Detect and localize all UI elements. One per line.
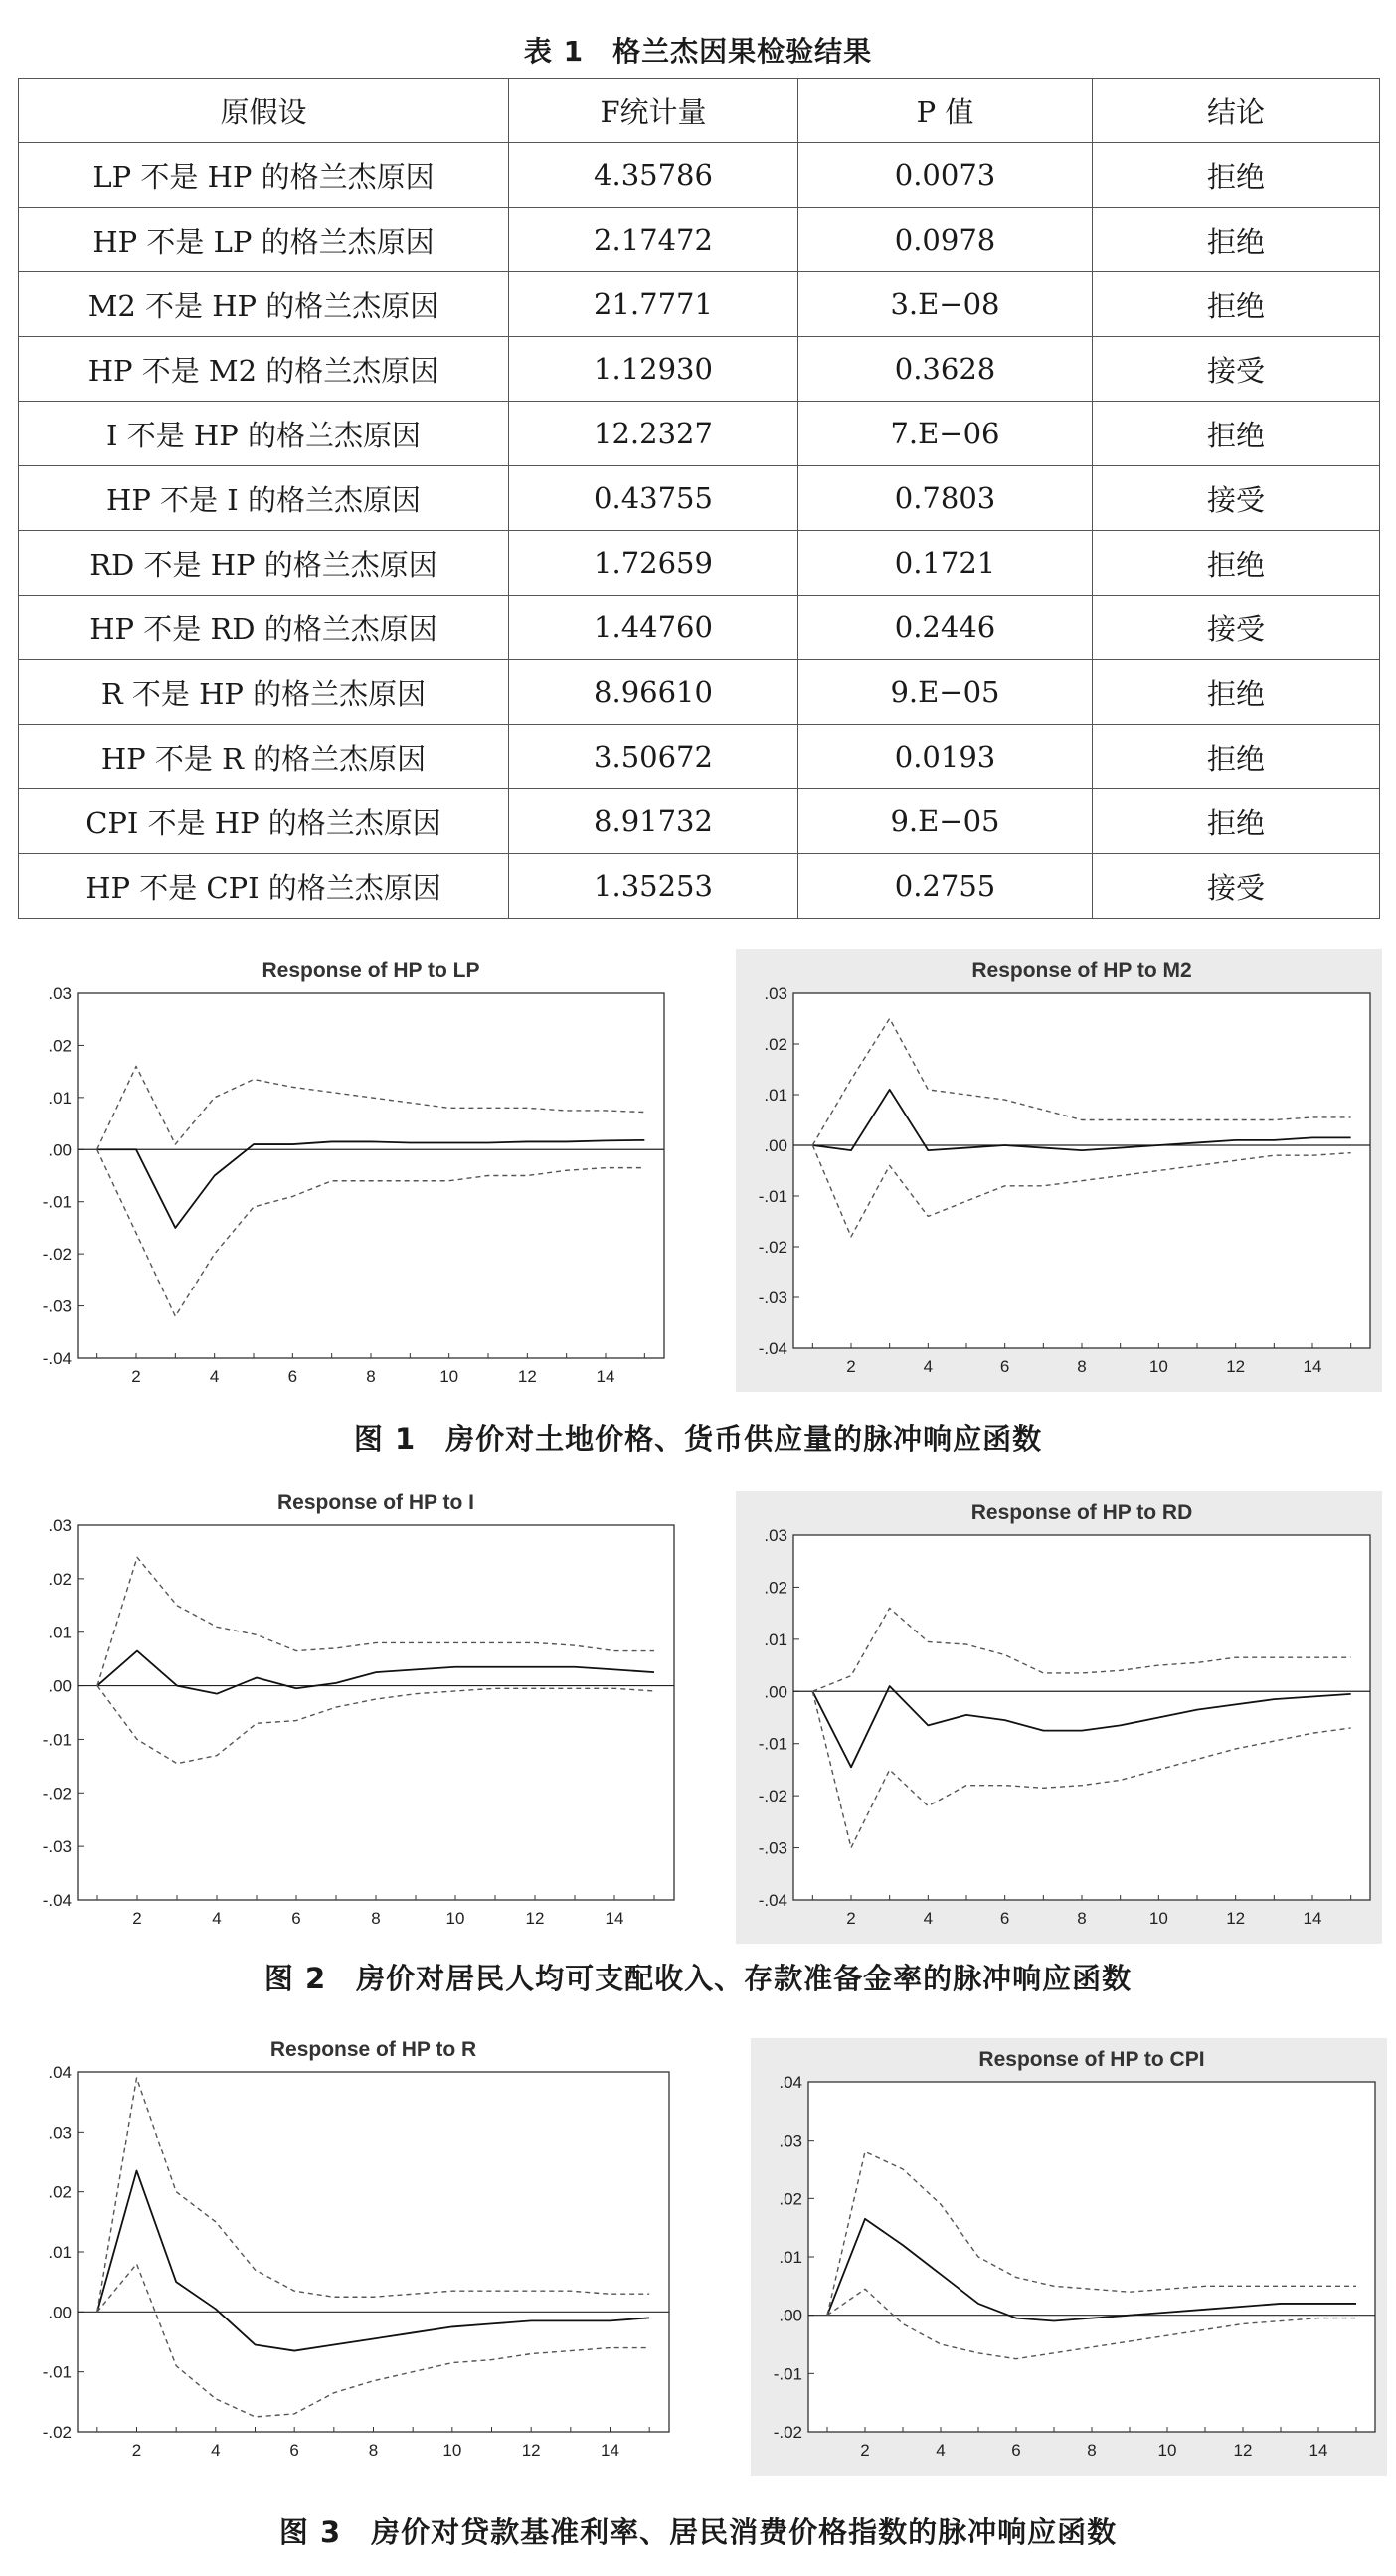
chart-response-hp-to-rd [736,1491,1382,1944]
x-tick-label: 8 [1077,1909,1087,1928]
table-body [19,143,1380,919]
conclusion-cell: 接受 [1093,854,1380,919]
conclusion-cell: 拒绝 [1093,531,1380,596]
y-tick-label: .02 [48,1036,72,1056]
table-row [19,272,1380,337]
y-tick-label: -.04 [42,1891,72,1910]
plot-frame [808,2082,1375,2432]
hypothesis-cell: CPI 不是 HP 的格兰杰原因 [19,789,509,854]
chart-response-hp-to-cpi [751,2038,1387,2476]
x-tick-label: 4 [936,2441,946,2460]
chart-svg [736,949,1382,1392]
x-tick-label: 4 [212,1909,222,1928]
chart-response-hp-to-i [20,1481,686,1944]
x-tick-label: 10 [1148,1357,1168,1376]
f-statistic-cell: 3.50672 [509,725,798,789]
y-tick-label: .03 [48,1516,72,1535]
y-tick-label: .03 [48,984,72,1003]
y-tick-label: -.04 [758,1339,787,1358]
p-value-cell: 0.2446 [798,596,1093,660]
chart-svg [20,1481,686,1944]
table-row [19,208,1380,272]
chart-svg [20,2028,681,2476]
y-tick-label: .02 [764,1578,787,1598]
table-row [19,789,1380,854]
chart-title: Response of HP to R [269,2038,477,2061]
y-tick-label: .03 [764,984,787,1003]
chart-title: Response of HP to M2 [971,959,1192,982]
y-tick-label: -.01 [42,2362,72,2382]
hypothesis-cell: M2 不是 HP 的格兰杰原因 [19,272,509,337]
f-statistic-cell: 2.17472 [509,208,798,272]
figure-2-caption: 图 2 房价对居民人均可支配收入、存款准备金率的脉冲响应函数 [263,1962,1133,1995]
y-tick-label: -.02 [42,1784,72,1803]
y-tick-label: .03 [764,1526,787,1545]
x-tick-label: 4 [211,2441,221,2460]
x-tick-label: 8 [366,1367,376,1386]
x-tick-label: 8 [371,1909,381,1928]
plot-frame [793,993,1370,1348]
x-tick-label: 10 [1148,1909,1168,1928]
chart-title: Response of HP to I [277,1491,474,1514]
y-tick-label: .00 [48,1140,72,1160]
y-tick-label: .00 [48,1676,72,1696]
y-tick-label: -.03 [758,1838,787,1858]
table-title: 表 1 格兰杰因果检验结果 [523,35,873,68]
y-tick-label: -.01 [42,1730,72,1750]
chart-response-hp-to-lp [20,949,676,1402]
x-tick-label: 12 [521,2441,541,2460]
y-tick-label: .04 [48,2063,72,2082]
chart-title: Response of HP to CPI [978,2048,1205,2071]
x-tick-label: 6 [287,1367,298,1386]
table-header-row [19,79,1380,143]
plot-frame [78,1525,674,1900]
x-tick-label: 2 [132,1909,142,1928]
x-tick-label: 2 [846,1909,856,1928]
x-tick-label: 14 [601,2441,619,2460]
f-statistic-cell: 8.91732 [509,789,798,854]
figure-3-caption: 图 3 房价对贷款基准利率、居民消费价格指数的脉冲响应函数 [278,2515,1118,2549]
table-row [19,531,1380,596]
x-tick-label: 12 [1226,1909,1246,1928]
x-tick-label: 12 [525,1909,545,1928]
hypothesis-cell: HP 不是 R 的格兰杰原因 [19,725,509,789]
plot-frame [793,1535,1370,1900]
hypothesis-cell: HP 不是 CPI 的格兰杰原因 [19,854,509,919]
p-value-cell: 0.3628 [798,337,1093,402]
hypothesis-cell: I 不是 HP 的格兰杰原因 [19,402,509,466]
conclusion-cell: 拒绝 [1093,660,1380,725]
p-value-cell: 0.7803 [798,466,1093,531]
plot-frame [78,993,664,1358]
chart-response-hp-to-m2 [736,949,1382,1392]
hypothesis-cell: LP 不是 HP 的格兰杰原因 [19,143,509,208]
header-conclusion: 结论 [1093,79,1380,143]
conclusion-cell: 拒绝 [1093,208,1380,272]
y-tick-label: .01 [48,1088,72,1108]
y-tick-label: -.01 [758,1187,787,1206]
y-tick-label: -.02 [758,1238,787,1257]
x-tick-label: 10 [445,1909,465,1928]
figure-1-caption: 图 1 房价对土地价格、货币供应量的脉冲响应函数 [353,1422,1043,1456]
p-value-cell: 0.0073 [798,143,1093,208]
f-statistic-cell: 1.72659 [509,531,798,596]
hypothesis-cell: HP 不是 I 的格兰杰原因 [19,466,509,531]
y-tick-label: .03 [48,2123,72,2143]
y-tick-label: .04 [779,2073,802,2092]
f-statistic-cell: 12.2327 [509,402,798,466]
header-hypothesis: 原假设 [19,79,509,143]
conclusion-cell: 接受 [1093,337,1380,402]
y-tick-label: .00 [764,1136,787,1155]
x-tick-label: 6 [999,1357,1010,1376]
x-tick-label: 6 [289,2441,299,2460]
y-tick-label: .02 [48,1569,72,1589]
x-tick-label: 4 [209,1367,220,1386]
y-tick-label: .02 [764,1035,787,1054]
y-tick-label: .02 [48,2182,72,2202]
f-statistic-cell: 8.96610 [509,660,798,725]
y-tick-label: -.01 [42,1192,72,1212]
x-tick-label: 8 [1077,1357,1087,1376]
x-tick-label: 8 [368,2441,379,2460]
conclusion-cell: 拒绝 [1093,402,1380,466]
p-value-cell: 3.E−08 [798,272,1093,337]
conclusion-cell: 拒绝 [1093,789,1380,854]
table-row [19,337,1380,402]
conclusion-cell: 拒绝 [1093,725,1380,789]
table-row [19,143,1380,208]
conclusion-cell: 接受 [1093,466,1380,531]
x-tick-label: 6 [999,1909,1010,1928]
x-tick-label: 2 [846,1357,856,1376]
x-tick-label: 8 [1087,2441,1097,2460]
x-tick-label: 10 [442,2441,462,2460]
x-tick-label: 2 [131,2441,142,2460]
granger-causality-table [18,78,1380,919]
f-statistic-cell: 4.35786 [509,143,798,208]
p-value-cell: 9.E−05 [798,660,1093,725]
y-tick-label: -.03 [758,1288,787,1307]
p-value-cell: 0.0193 [798,725,1093,789]
table-row [19,660,1380,725]
x-tick-label: 4 [923,1357,934,1376]
conclusion-cell: 接受 [1093,596,1380,660]
x-tick-label: 4 [923,1909,934,1928]
y-tick-label: .00 [764,1682,787,1702]
x-tick-label: 14 [1303,1909,1322,1928]
y-tick-label: -.01 [758,1734,787,1754]
chart-svg [736,1491,1382,1944]
y-tick-label: .01 [779,2248,802,2267]
x-tick-label: 2 [131,1367,141,1386]
hypothesis-cell: HP 不是 LP 的格兰杰原因 [19,208,509,272]
hypothesis-cell: HP 不是 RD 的格兰杰原因 [19,596,509,660]
f-statistic-cell: 1.35253 [509,854,798,919]
table-row [19,854,1380,919]
x-tick-label: 12 [1226,1357,1246,1376]
y-tick-label: -.02 [773,2423,802,2442]
conclusion-cell: 拒绝 [1093,272,1380,337]
conclusion-cell: 拒绝 [1093,143,1380,208]
chart-svg [751,2038,1387,2476]
x-tick-label: 14 [1303,1357,1322,1376]
y-tick-label: .01 [764,1630,787,1649]
p-value-cell: 0.2755 [798,854,1093,919]
y-tick-label: .01 [48,2243,72,2262]
y-tick-label: -.03 [42,1296,72,1316]
y-tick-label: -.02 [42,1245,72,1265]
y-tick-label: -.03 [42,1837,72,1857]
x-tick-label: 6 [1011,2441,1021,2460]
hypothesis-cell: RD 不是 HP 的格兰杰原因 [19,531,509,596]
y-tick-label: .03 [779,2131,802,2150]
y-tick-label: -.01 [773,2364,802,2384]
y-tick-label: .01 [48,1623,72,1642]
header-p-value: P 值 [798,79,1093,143]
x-tick-label: 14 [605,1909,624,1928]
p-value-cell: 0.1721 [798,531,1093,596]
hypothesis-cell: HP 不是 M2 的格兰杰原因 [19,337,509,402]
y-tick-label: .01 [764,1086,787,1105]
x-tick-label: 2 [860,2441,870,2460]
x-tick-label: 12 [1233,2441,1253,2460]
f-statistic-cell: 0.43755 [509,466,798,531]
x-tick-label: 12 [517,1367,537,1386]
x-tick-label: 14 [596,1367,615,1386]
x-tick-label: 14 [1309,2441,1328,2460]
chart-title: Response of HP to LP [262,959,480,982]
table-row [19,466,1380,531]
p-value-cell: 0.0978 [798,208,1093,272]
p-value-cell: 9.E−05 [798,789,1093,854]
f-statistic-cell: 1.12930 [509,337,798,402]
y-tick-label: -.04 [42,1349,72,1368]
y-tick-label: .00 [48,2303,72,2322]
table-row [19,725,1380,789]
y-tick-label: -.02 [758,1787,787,1806]
f-statistic-cell: 1.44760 [509,596,798,660]
chart-response-hp-to-r [20,2028,681,2476]
p-value-cell: 7.E−06 [798,402,1093,466]
hypothesis-cell: R 不是 HP 的格兰杰原因 [19,660,509,725]
x-tick-label: 10 [1157,2441,1177,2460]
chart-svg [20,949,676,1402]
table-row [19,402,1380,466]
x-tick-label: 6 [291,1909,301,1928]
chart-title: Response of HP to RD [970,1501,1193,1524]
y-tick-label: .00 [779,2306,802,2325]
table-row [19,596,1380,660]
y-tick-label: .02 [779,2189,802,2209]
y-tick-label: -.04 [758,1891,787,1910]
y-tick-label: -.02 [42,2423,72,2442]
f-statistic-cell: 21.7771 [509,272,798,337]
x-tick-label: 10 [439,1367,459,1386]
header-f-statistic: F统计量 [509,79,798,143]
